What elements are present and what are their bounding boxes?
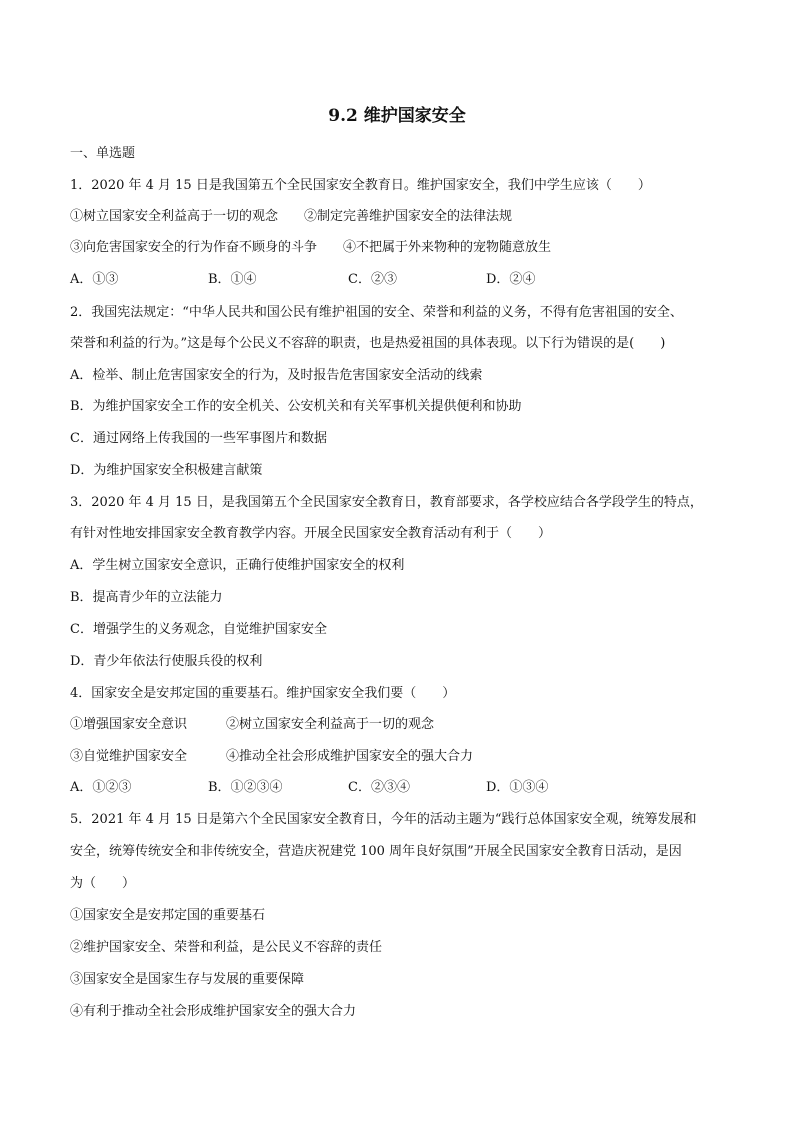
q4-option-a: A．①②③ [70, 780, 132, 795]
q1-stem: 1．2020 年 4 月 15 日是我国第五个全民国家安全教育日。维护国家安全，我们中学生应该（ ） [70, 178, 651, 193]
q2-option-a: A．检举、制止危害国家安全的行为，及时报告危害国家安全活动的线索 [70, 368, 483, 383]
section-heading: 一、单选题 [70, 146, 136, 161]
q4-option-c: C．②③④ [348, 780, 410, 795]
q5-stem-line3: 为（ ） [70, 876, 136, 891]
q3-option-b: B．提高青少年的立法能力 [70, 590, 223, 605]
q3-option-c: C．增强学生的义务观念，自觉维护国家安全 [70, 622, 327, 637]
q1-options [70, 271, 730, 289]
q1-option-b: B．①④ [208, 272, 257, 287]
q2-stem-line1: 2．我国宪法规定：“中华人民共和国公民有维护祖国的安全、荣誉和利益的义务，不得有危害祖国的安全、 [70, 305, 683, 320]
q4-option-b: B．①②③④ [208, 780, 283, 795]
q1-statements-2: ③向危害国家安全的行为作奋不顾身的斗争 ④不把属于外来物种的宠物随意放生 [70, 240, 552, 255]
document-title: 9.2 维护国家安全 [328, 106, 466, 126]
q4-options [70, 779, 730, 797]
q1-option-c: C．②③ [348, 272, 397, 287]
q3-option-a: A．学生树立国家安全意识，正确行使维护国家安全的权利 [70, 558, 405, 573]
q4-option-d: D．①③④ [486, 780, 549, 795]
q5-statement-2: ②维护国家安全、荣誉和利益，是公民义不容辞的责任 [70, 940, 383, 955]
q5-statement-4: ④有利于推动全社会形成维护国家安全的强大合力 [70, 1004, 357, 1019]
q2-option-d: D．为维护国家安全积极建言献策 [70, 463, 263, 478]
q1-option-d: D．②④ [486, 272, 536, 287]
q3-stem-line1: 3．2020 年 4 月 15 日，是我国第五个全民国家安全教育日，教育部要求，各学校应结合各学段学生的特点， [70, 495, 703, 510]
q4-statements-1: ①增强国家安全意识 ②树立国家安全利益高于一切的观念 [70, 717, 435, 732]
q4-stem: 4．国家安全是安邦定国的重要基石。维护国家安全我们要（ ） [70, 686, 456, 701]
q3-stem-line2: 有针对性地安排国家安全教育教学内容。开展全民国家安全教育活动有利于（ ） [70, 526, 552, 541]
q1-option-a: A．①③ [70, 272, 119, 287]
q1-statements-1: ①树立国家安全利益高于一切的观念 ②制定完善维护国家安全的法律法规 [70, 209, 513, 224]
q2-option-c: C．通过网络上传我国的一些军事图片和数据 [70, 431, 327, 446]
q5-stem-line1: 5．2021 年 4 月 15 日是第六个全民国家安全教育日，今年的活动主题为“践行总体国家安全观，统筹发展和 [70, 812, 697, 827]
q5-statement-3: ③国家安全是国家生存与发展的重要保障 [70, 972, 305, 987]
q4-statements-2: ③自觉维护国家安全 ④推动全社会形成维护国家安全的强大合力 [70, 749, 474, 764]
q5-stem-line2: 安全，统筹传统安全和非传统安全，营造庆祝建党 100 周年良好氛围”开展全民国家安全教育日活动，是因 [70, 844, 682, 859]
q2-stem-line2: 荣誉和利益的行为。”这是每个公民义不容辞的职责，也是热爱祖国的具体表现。以下行为错误的是( ) [70, 336, 666, 351]
q3-option-d: D．青少年依法行使服兵役的权利 [70, 654, 263, 669]
q2-option-b: B．为维护国家安全工作的安全机关、公安机关和有关军事机关提供便利和协助 [70, 399, 522, 414]
q5-statement-1: ①国家安全是安邦定国的重要基石 [70, 908, 266, 923]
